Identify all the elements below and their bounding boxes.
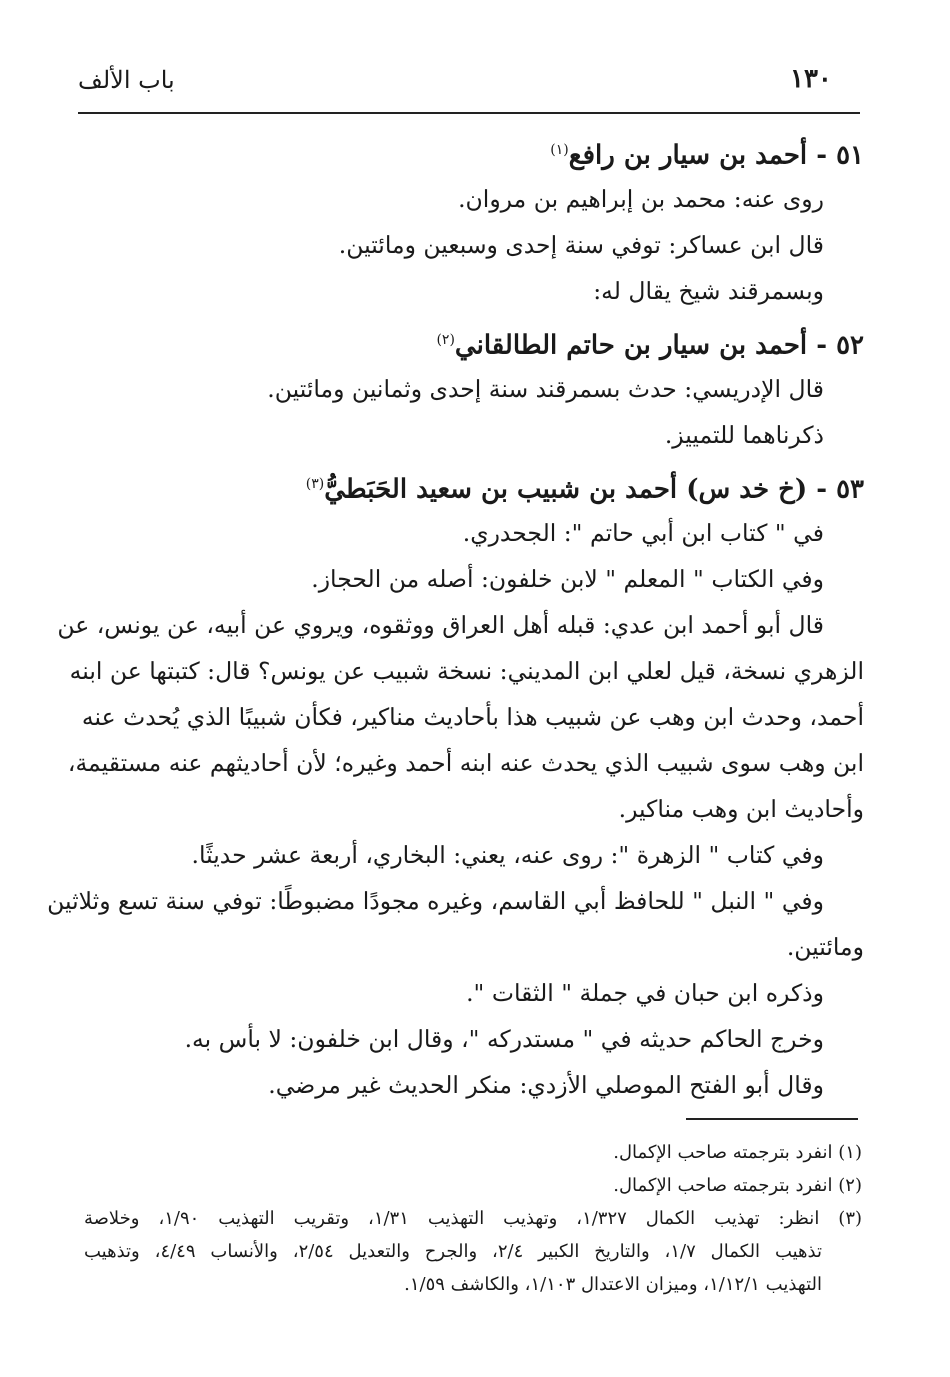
header-rule <box>78 112 860 114</box>
entry-heading-53 <box>84 458 864 510</box>
page-number: ١٣٠ <box>790 64 832 94</box>
text-line: وفي " النبل " للحافظ أبي القاسم، وغيره مجودًا مضبوطًا: توفي سنة تسع وثلاثين <box>47 887 824 915</box>
text-line: ابن وهب سوى شبيب الذي يحدث عنه ابنه أحمد وغيره؛ لأن أحاديثهم عنه مستقيمة، <box>67 749 864 777</box>
text-line: ومائتين. <box>786 933 864 961</box>
footnote-2: (٢) انفرد بترجمته صاحب الإكمال. <box>613 1175 862 1196</box>
text-line: في " كتاب ابن أبي حاتم ": الجحدري. <box>462 519 824 547</box>
text-line: وخرج الحاكم حديثه في " مستدركه "، وقال ابن خلفون: لا بأس به. <box>184 1025 824 1053</box>
entry-heading-52 <box>84 314 864 366</box>
entry-heading-text: ٥٢ - أحمد بن سيار بن حاتم الطالقاني <box>454 330 864 361</box>
footnote-ref: (٢) <box>436 332 455 348</box>
text-line: روى عنه: محمد بن إبراهيم بن مروان. <box>458 185 824 213</box>
running-header-chapter: باب الألف <box>78 66 175 94</box>
footnotes <box>84 1136 862 1301</box>
text-line: وذكره ابن حبان في جملة " الثقات ". <box>466 979 824 1007</box>
text-line: الزهري نسخة، قيل لعلي ابن المديني: نسخة شبيب عن يونس؟ قال: كتبتها عن ابنه <box>69 657 864 685</box>
text-line: وبسمرقند شيخ يقال له: <box>593 277 824 305</box>
footnote-3: (٣) انظر: تهذيب الكمال ١/٣٢٧، وتهذيب التهذيب ١/٣١، وتقريب التهذيب ١/٩٠، وخلاصة <box>84 1208 863 1229</box>
text-line: وفي كتاب " الزهرة ": روى عنه، يعني: البخاري، أربعة عشر حديثًا. <box>191 841 824 869</box>
text-line: وفي الكتاب " المعلم " لابن خلفون: أصله من الحجاز. <box>311 565 824 593</box>
footnote-1: (١) انفرد بترجمته صاحب الإكمال. <box>613 1142 862 1163</box>
text-line: أحمد، وحدث ابن وهب عن شبيب هذا بأحاديث مناكير، فكأن شبيبًا الذي يُحدث عنه <box>81 703 864 731</box>
footnote-ref: (١) <box>550 142 569 158</box>
text-line: وأحاديث ابن وهب مناكير. <box>618 795 864 823</box>
text-line: قال أبو أحمد ابن عدي: قبله أهل العراق ووثقوه، ويروي عن أبيه، عن يونس، عن <box>57 611 824 639</box>
footnote-separator <box>686 1118 858 1120</box>
text-line: قال ابن عساكر: توفي سنة إحدى وسبعين ومائتين. <box>338 231 824 259</box>
footnote-3-cont: التهذيب ١/١٢/١، وميزان الاعتدال ١/١٠٣، والكاشف ١/٥٩. <box>404 1274 822 1295</box>
text-line: وقال أبو الفتح الموصلي الأزدي: منكر الحديث غير مرضي. <box>268 1071 824 1099</box>
entry-heading-text: ٥٣ - (خ خد س) أحمد بن شبيب بن سعيد الحَبَطيُّ <box>324 474 864 505</box>
text-line: ذكرناهما للتمييز. <box>664 421 824 449</box>
entry-heading-text: ٥١ - أحمد بن سيار بن رافع <box>568 140 864 171</box>
text-line: قال الإدريسي: حدث بسمرقند سنة إحدى وثمانين ومائتين. <box>267 375 824 403</box>
entry-heading-51 <box>84 124 864 176</box>
footnote-ref: (٣) <box>305 476 325 492</box>
main-text <box>47 124 864 1108</box>
footnote-3-cont: تذهيب الكمال ١/٧، والتاريخ الكبير ٢/٤، والجرح والتعديل ٢/٥٤، والأنساب ٤/٤٩، وتذهيب <box>84 1241 822 1262</box>
